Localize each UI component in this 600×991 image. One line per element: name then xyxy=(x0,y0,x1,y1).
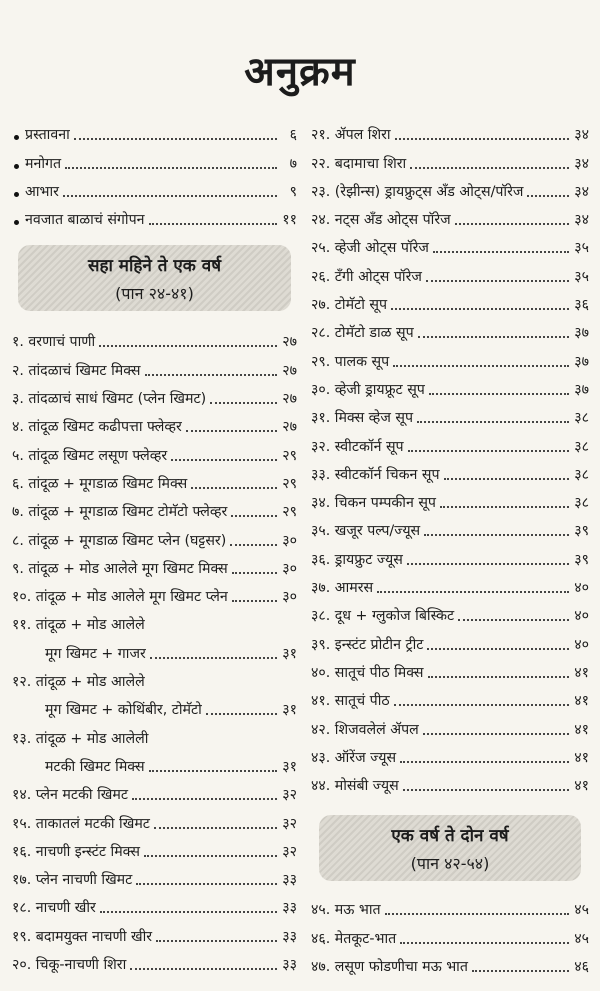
toc-entry-title xyxy=(311,692,390,710)
dot-leader xyxy=(444,478,569,480)
toc-entry-title xyxy=(12,532,226,550)
toc-entry-title xyxy=(12,418,182,436)
toc-entry-title xyxy=(311,381,425,399)
dot-leader xyxy=(232,572,277,574)
toc-entry-label: प्रस्तावना xyxy=(25,127,70,144)
toc-entry xyxy=(12,719,297,747)
toc-entry-title xyxy=(311,494,436,512)
toc-entry xyxy=(12,351,297,379)
toc-entry-page: ४५ xyxy=(574,930,589,947)
dot-leader xyxy=(400,761,569,763)
toc-entry-title xyxy=(311,183,523,201)
dot-leader xyxy=(408,450,569,452)
toc-entry-page: ३७ xyxy=(574,353,589,370)
dot-leader xyxy=(210,402,277,404)
toc-entry-label: मटकी खिमट मिक्स xyxy=(45,758,145,775)
toc-entry-label: १४. प्लेन मटकी खिमट xyxy=(12,787,129,804)
dot-leader xyxy=(171,459,277,461)
toc-entry-label: २५. व्हेजी ओट्स पॉरेज xyxy=(311,240,429,257)
dot-leader xyxy=(231,515,277,517)
toc-entry-title xyxy=(12,560,228,578)
toc-entry xyxy=(311,739,589,767)
bullet-icon xyxy=(14,164,19,169)
toc-entry-title xyxy=(12,928,152,946)
toc-entry-page: ३२ xyxy=(282,843,297,860)
toc-entry-page: २९ xyxy=(282,447,297,464)
toc-entry-title xyxy=(12,390,206,408)
right-entries2-list xyxy=(311,891,589,976)
toc-entry-label: २. तांदळाचं खिमट मिक्स xyxy=(12,362,141,379)
toc-entry xyxy=(12,173,297,201)
toc-entry-label: ४६. मेतकूट-भात xyxy=(311,930,397,947)
toc-entry xyxy=(311,512,589,540)
page-title: अनुक्रम xyxy=(244,49,356,95)
toc-entry-page: ३८ xyxy=(574,495,589,512)
toc-entry xyxy=(311,569,589,597)
bullet-icon xyxy=(14,220,19,225)
section-banner-6-12-months xyxy=(18,245,291,311)
dot-leader xyxy=(99,345,277,347)
toc-entry-page: ३६ xyxy=(574,297,589,314)
toc-entry-title xyxy=(311,901,381,919)
toc-entry xyxy=(12,116,297,144)
toc-entry-page: ३३ xyxy=(282,928,297,945)
dot-leader xyxy=(74,138,277,140)
toc-entry xyxy=(12,634,297,662)
toc-entry-title xyxy=(311,579,373,597)
toc-entry-page: ३८ xyxy=(574,410,589,427)
toc-entry-page: २७ xyxy=(282,362,297,379)
dot-leader xyxy=(393,365,569,367)
toc-entry-page: ३७ xyxy=(574,325,589,342)
toc-entry-page: ३३ xyxy=(282,872,297,889)
toc-entry-page: ३४ xyxy=(574,127,589,144)
toc-entry xyxy=(12,380,297,408)
toc-entry-page: ३० xyxy=(282,589,297,606)
toc-entry-label: ३८. दूध + ग्लुकोज बिस्किट xyxy=(311,608,455,625)
toc-entry-label: ६. तांदूळ + मूगडाळ खिमट मिक्स xyxy=(12,475,188,492)
toc-entry-page: ३३ xyxy=(282,957,297,974)
toc-entry-title xyxy=(12,843,140,861)
toc-entry-label: ४२. शिजवलेलं ॲपल xyxy=(311,721,419,738)
toc-entry-label: २८. टोमॅटो डाळ सूप xyxy=(311,325,414,342)
toc-entry-title xyxy=(12,447,167,465)
dot-leader xyxy=(206,713,277,715)
dot-leader xyxy=(407,563,569,565)
toc-entry-page: ३५ xyxy=(574,240,589,257)
toc-entry xyxy=(311,116,589,144)
toc-entry-title xyxy=(311,607,454,625)
toc-entry-label: ३. तांदळाचं साधं खिमट (प्लेन खिमट) xyxy=(12,391,207,408)
toc-entry-page: ३२ xyxy=(282,787,297,804)
toc-entry xyxy=(311,286,589,314)
toc-entry xyxy=(311,201,589,229)
dot-leader xyxy=(440,506,569,508)
toc-entry-title xyxy=(311,409,413,427)
toc-entry xyxy=(311,891,589,919)
toc-entry xyxy=(311,342,589,370)
toc-entry-page: २७ xyxy=(282,334,297,351)
dot-leader xyxy=(400,942,569,944)
toc-entry-title xyxy=(311,930,396,948)
bullet-icon xyxy=(14,192,19,197)
toc-entry xyxy=(311,710,589,738)
toc-entry-label: ४. तांदूळ खिमट कढीपत्ता फ्लेव्हर xyxy=(12,419,182,436)
toc-entry-title xyxy=(311,522,420,540)
toc-entry-label: मनोगत xyxy=(25,155,62,172)
section-title: एक वर्ष ते दोन वर्ष xyxy=(391,825,509,846)
toc-entry-label: १७. प्लेन नाचणी खिमट xyxy=(12,872,133,889)
toc-entry-page: ३९ xyxy=(574,523,589,540)
toc-entry-page: २९ xyxy=(282,475,297,492)
toc-entry-page: ३१ xyxy=(282,702,297,719)
toc-entry-title xyxy=(311,438,404,456)
toc-entry-page: ४० xyxy=(574,636,589,653)
toc-entry xyxy=(12,946,297,974)
toc-entry-label: २७. टोमॅटो सूप xyxy=(311,297,388,314)
dot-leader xyxy=(455,223,569,225)
dot-leader xyxy=(132,798,277,800)
toc-entry-title xyxy=(311,268,422,286)
toc-entry-label: १८. नाचणी खीर xyxy=(12,900,96,917)
toc-entry-label: मूग खिमट + गाजर xyxy=(45,645,146,662)
toc-entry xyxy=(311,456,589,484)
dot-leader xyxy=(100,911,277,913)
toc-entry-page: ४१ xyxy=(574,778,589,795)
toc-entry-page: ४० xyxy=(574,580,589,597)
dot-leader xyxy=(424,534,569,536)
toc-entry xyxy=(311,767,589,795)
toc-entry-page: ३८ xyxy=(574,466,589,483)
toc-entry-page: ३९ xyxy=(574,551,589,568)
dot-leader xyxy=(417,421,569,423)
toc-entry-page: ४१ xyxy=(574,664,589,681)
toc-entry xyxy=(311,948,589,976)
toc-entry-label: ४१. सातूचं पीठ xyxy=(311,693,390,710)
toc-entry-label: १३. तांदूळ + मोड आलेली xyxy=(12,730,149,747)
toc-entry-title xyxy=(12,899,96,917)
toc-entry-page: ३१ xyxy=(282,645,297,662)
toc-entry-title xyxy=(12,616,145,634)
dot-leader xyxy=(65,167,277,169)
toc-entry-title xyxy=(12,786,128,804)
toc-entry-title xyxy=(12,871,132,889)
toc-entry-page: ४१ xyxy=(574,721,589,738)
toc-entry-label: १. वरणाचं पाणी xyxy=(12,334,96,351)
toc-entry-page: ३५ xyxy=(574,268,589,285)
toc-entry-label: ३५. खजूर पल्प/ज्यूस xyxy=(311,523,421,540)
dot-leader xyxy=(230,544,277,546)
dot-leader xyxy=(144,855,277,857)
toc-entry-label: ८. तांदूळ + मूगडाळ खिमट प्लेन (घट्टसर) xyxy=(12,532,227,549)
toc-entry xyxy=(12,550,297,578)
dot-leader xyxy=(426,280,569,282)
toc-entry xyxy=(12,465,297,493)
toc-entry xyxy=(12,748,297,776)
toc-entry xyxy=(311,654,589,682)
dot-leader xyxy=(156,940,277,942)
dot-leader xyxy=(527,195,569,197)
toc-entry-page: ३७ xyxy=(574,381,589,398)
dot-leader xyxy=(377,591,569,593)
toc-entry-page: ११ xyxy=(282,212,297,229)
toc-entry xyxy=(12,691,297,719)
toc-entry-label: ३९. इन्स्टंट प्रोटीन ट्रीट xyxy=(311,636,424,653)
dot-leader xyxy=(136,883,277,885)
toc-entry xyxy=(12,436,297,464)
toc-entry-label: ११. तांदूळ + मोड आलेले xyxy=(12,617,145,634)
toc-entry xyxy=(311,173,589,201)
right-entries-list xyxy=(311,116,589,795)
toc-entry-page: ३४ xyxy=(574,212,589,229)
dot-leader xyxy=(63,195,277,197)
dot-leader xyxy=(385,913,569,915)
toc-entry-title xyxy=(311,324,414,342)
toc-entry-title xyxy=(311,155,406,173)
toc-entry-page: ४६ xyxy=(574,959,589,976)
toc-entry-page: ४० xyxy=(574,608,589,625)
toc-entry-label: ३३. स्वीटकॉर्न चिकन सूप xyxy=(311,466,440,483)
toc-entry-page: २९ xyxy=(282,504,297,521)
section-pages: (पान ४२-५४) xyxy=(410,853,490,873)
toc-entry-page: ३२ xyxy=(282,815,297,832)
toc-entry xyxy=(12,201,297,229)
toc-entry xyxy=(12,578,297,606)
toc-entry-label: ३२. स्वीटकॉर्न सूप xyxy=(311,438,404,455)
dot-leader xyxy=(433,251,569,253)
dot-leader xyxy=(403,789,569,791)
toc-entry-title xyxy=(311,239,429,257)
toc-entry-page: ३१ xyxy=(282,758,297,775)
dot-leader xyxy=(130,968,277,970)
toc-entry xyxy=(311,540,589,568)
dot-leader xyxy=(428,676,569,678)
toc-entry-title xyxy=(12,673,145,691)
toc-entry-page: ४५ xyxy=(574,902,589,919)
toc-entry xyxy=(12,606,297,634)
toc-entry-title xyxy=(311,664,424,682)
intro-list xyxy=(12,116,297,229)
toc-entry xyxy=(12,323,297,351)
toc-entry xyxy=(12,408,297,436)
toc-entry-title xyxy=(12,362,141,380)
toc-entry-title xyxy=(25,126,70,144)
toc-entry-title xyxy=(45,701,202,719)
toc-entry xyxy=(12,804,297,832)
dot-leader xyxy=(395,138,569,140)
toc-entry-title xyxy=(311,551,403,569)
toc-entry-label: २१. ॲपल शिरा xyxy=(311,127,391,144)
dot-leader xyxy=(391,308,569,310)
toc-entry xyxy=(311,484,589,512)
toc-entry-label: ३४. चिकन पम्पकीन सूप xyxy=(311,495,436,512)
toc-entry-label: २९. पालक सूप xyxy=(311,353,390,370)
toc-entry-label: १५. ताकातलं मटकी खिमट xyxy=(12,815,150,832)
toc-entry-title xyxy=(12,956,126,974)
toc-entry-title xyxy=(12,815,150,833)
toc-entry-page: ४१ xyxy=(574,749,589,766)
toc-entry-label: १२. तांदूळ + मोड आलेले xyxy=(12,674,145,691)
toc-entry-label: २६. टँगी ओट्स पॉरेज xyxy=(311,268,422,285)
toc-entry-page: ३८ xyxy=(574,438,589,455)
toc-entry-label: ४७. लसूण फोडणीचा मऊ भात xyxy=(311,959,468,976)
toc-entry-label: १०. तांदूळ + मोड आलेले मूग खिमट प्लेन xyxy=(12,589,228,606)
toc-entry-title xyxy=(25,155,61,173)
toc-entry-title xyxy=(311,126,391,144)
bullet-icon xyxy=(14,135,19,140)
left-column xyxy=(12,116,297,974)
toc-entry-page: २७ xyxy=(282,391,297,408)
dot-leader xyxy=(429,393,569,395)
dot-leader xyxy=(423,733,569,735)
toc-entry-page: ३० xyxy=(282,560,297,577)
toc-entry-title xyxy=(311,749,396,767)
toc-entry-title xyxy=(311,777,399,795)
toc-entry xyxy=(311,229,589,257)
toc-entry-title xyxy=(12,475,187,493)
toc-entry xyxy=(311,399,589,427)
toc-entry-label: मूग खिमट + कोथिंबीर, टोमॅटो xyxy=(45,702,202,719)
toc-entry xyxy=(311,144,589,172)
toc-entry-title xyxy=(25,211,145,229)
toc-entry-page: ४१ xyxy=(574,693,589,710)
toc-entry xyxy=(311,371,589,399)
toc-entry-title xyxy=(311,466,440,484)
toc-entry-label: ३७. आमरस xyxy=(311,580,374,597)
toc-entry-title xyxy=(12,730,148,748)
toc-entry xyxy=(12,144,297,172)
right-column xyxy=(311,116,589,976)
toc-entry-label: २४. नट्स अँड ओट्स पॉरेज xyxy=(311,212,451,229)
toc-entry-label: आभार xyxy=(25,183,59,200)
toc-entry xyxy=(12,663,297,691)
toc-entry xyxy=(311,257,589,285)
dot-leader xyxy=(150,657,277,659)
toc-entry xyxy=(12,776,297,804)
toc-entry-page: ९ xyxy=(289,183,297,200)
toc-entry-page: ३४ xyxy=(574,183,589,200)
toc-entry-page: ३४ xyxy=(574,155,589,172)
toc-entry-title xyxy=(311,721,419,739)
toc-entry xyxy=(311,314,589,342)
toc-entry-label: २३. (रेझीन्स) ड्रायफ्रुट्स अँड ओट्स/पॉरेज xyxy=(311,183,524,200)
dot-leader xyxy=(410,167,569,169)
dot-leader xyxy=(149,223,278,225)
toc-entry xyxy=(12,861,297,889)
toc-entry-title xyxy=(45,645,146,663)
toc-entry-title xyxy=(45,758,145,776)
dot-leader xyxy=(186,430,277,432)
dot-leader xyxy=(394,704,569,706)
toc-entry-label: ७. तांदूळ + मूगडाळ खिमट टोमॅटो फ्लेव्हर xyxy=(12,504,228,521)
toc-entry-label: ४५. मऊ भात xyxy=(311,902,381,919)
dot-leader xyxy=(427,648,569,650)
toc-entry-page: ७ xyxy=(289,155,297,172)
dot-leader xyxy=(232,600,277,602)
toc-entry xyxy=(12,833,297,861)
toc-entry-title xyxy=(311,958,468,976)
toc-entry-page: ६ xyxy=(289,127,297,144)
toc-entry xyxy=(12,889,297,917)
toc-entry-title xyxy=(311,636,423,654)
dot-leader xyxy=(458,619,569,621)
toc-entry-title xyxy=(12,588,228,606)
toc-entry xyxy=(311,625,589,653)
section-pages: (पान २४-४१) xyxy=(115,283,194,303)
toc-entry-page: ३० xyxy=(282,532,297,549)
toc-entry-title xyxy=(25,183,59,201)
toc-entry xyxy=(12,493,297,521)
toc-entry xyxy=(311,682,589,710)
left-entries-list xyxy=(12,323,297,974)
toc-entry-label: २०. चिकू-नाचणी शिरा xyxy=(12,957,127,974)
dot-leader xyxy=(154,827,277,829)
toc-entry xyxy=(12,521,297,549)
toc-entry-label: ४४. मोसंबी ज्यूस xyxy=(311,778,399,795)
toc-entry-label: ३०. व्हेजी ड्रायफ्रूट सूप xyxy=(311,381,425,398)
toc-entry-page: ३३ xyxy=(282,900,297,917)
dot-leader xyxy=(191,487,277,489)
toc-entry-title xyxy=(311,211,451,229)
dot-leader xyxy=(472,970,569,972)
toc-entry-label: ४०. सातूचं पीठ मिक्स xyxy=(311,664,424,681)
toc-entry-title xyxy=(311,296,387,314)
toc-entry-title xyxy=(12,503,227,521)
toc-entry-label: ४३. ऑरेंज ज्यूस xyxy=(311,749,397,766)
toc-entry-label: १९. बदामयुक्त नाचणी खीर xyxy=(12,928,153,945)
toc-entry xyxy=(311,919,589,947)
dot-leader xyxy=(418,336,569,338)
toc-entry xyxy=(311,597,589,625)
dot-leader xyxy=(145,374,278,376)
toc-entry-label: ५. तांदूळ खिमट लसूण फ्लेव्हर xyxy=(12,447,168,464)
section-banner-1-2-years xyxy=(319,815,581,881)
section-title: सहा महिने ते एक वर्ष xyxy=(87,255,222,276)
toc-entry-label: ३१. मिक्स व्हेज सूप xyxy=(311,410,413,427)
dot-leader xyxy=(149,770,277,772)
toc-entry-label: २२. बदामाचा शिरा xyxy=(311,155,407,172)
toc-entry-title xyxy=(12,333,95,351)
toc-entry-label: ९. तांदूळ + मोड आलेले मूग खिमट मिक्स xyxy=(12,560,228,577)
toc-entry-page: २७ xyxy=(282,419,297,436)
toc-entry-label: नवजात बाळाचं संगोपन xyxy=(25,212,145,229)
toc-entry xyxy=(311,427,589,455)
toc-entry xyxy=(12,917,297,945)
toc-entry-label: ३६. ड्रायफ्रुट ज्यूस xyxy=(311,551,403,568)
toc-entry-label: १६. नाचणी इन्स्टंट मिक्स xyxy=(12,843,140,860)
toc-entry-title xyxy=(311,353,389,371)
